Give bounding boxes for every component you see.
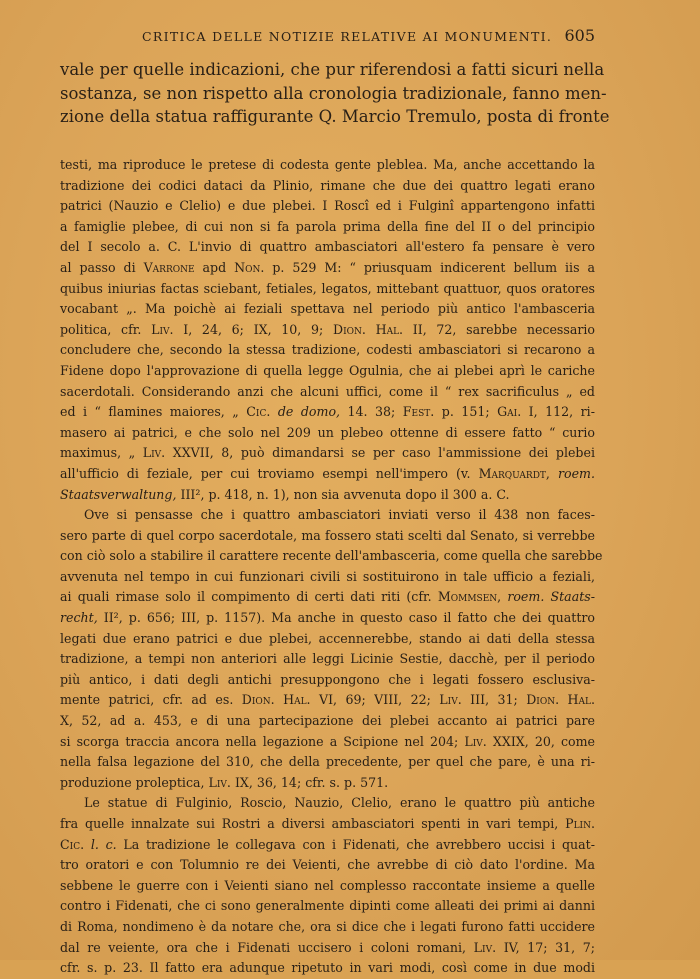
footnote-text: al passo di — [60, 259, 144, 275]
footnote-text: nella falsa legazione del 310, che della precedente, per quel che pare, è una ri- — [60, 754, 595, 770]
footnote-line — [60, 196, 595, 217]
author-citation: Plin. — [565, 816, 595, 831]
footnote-line — [60, 217, 595, 238]
footnote-text: II, 72, sarebbe necessario — [403, 321, 595, 337]
footnote-line — [60, 587, 595, 608]
footnote-line — [60, 917, 595, 938]
author-citation: Cic. — [246, 404, 271, 420]
footnote-text: dal re veiente, ora che i Fidenati uccisero i coloni romani, — [60, 939, 474, 955]
footnote-line — [60, 629, 595, 650]
author-citation: Dion. Hal. — [526, 692, 595, 708]
footnote-line — [60, 670, 595, 691]
footnote-text: IV, 17; 31, 7; — [496, 939, 595, 955]
footnote-line — [60, 958, 595, 979]
page-number: 605 — [564, 26, 595, 45]
running-title: CRITICA DELLE NOTIZIE RELATIVE AI MONUMENTI. — [142, 29, 553, 44]
footnote-text: con ciò solo a stabilire il carattere recente dell'ambasceria, come quella che sarebbe — [60, 548, 603, 564]
footnote-line — [60, 402, 595, 423]
footnote-text: politica, cfr. — [60, 321, 152, 337]
author-citation: Dion. Hal. — [332, 321, 404, 337]
footnote-text: X, 52, ad a. 453, e di una partecipazione dei plebei accanto ai patrici pare — [60, 713, 595, 729]
footnote-text: cfr. s. p. 23. Il fatto era adunque ripetuto in vari modi, così come in due modi — [60, 960, 595, 976]
footnote-text: vocabant „. Ma poichè ai feziali spettava nel periodo più antico l'ambasceria — [60, 301, 595, 317]
footnote-text: sebbene le guerre con i Veienti siano nel complesso raccontate insieme a quelle — [60, 877, 595, 893]
footnote-text: p. 151; — [434, 404, 498, 420]
footnote-line — [60, 340, 595, 361]
author-citation: Varrone — [143, 259, 195, 275]
footnote-text: fra quelle innalzate sui Rostri a diversi ambasciatori spenti in vari tempi, — [60, 816, 566, 831]
footnote-text: all'ufficio di feziale, per cui troviamo esempi nell'impero (v. — [60, 465, 479, 481]
footnote-line — [60, 279, 595, 300]
footnote-text: patrici (Nauzio e Clelio) e due plebei. I Roscî ed i Fulginî appartengono infatti — [60, 198, 595, 214]
work-title: de domo, — [277, 404, 341, 420]
footnote-line — [60, 237, 595, 258]
footnote-text: legati due erano patrici e due plebei, accennerebbe, stando ai dati della stessa — [60, 630, 595, 646]
footnote-line — [60, 896, 595, 917]
footnote-text: più antico, i dati degli antichi presuppongono che i legati fossero esclusiva- — [60, 671, 595, 687]
footnote-line — [60, 649, 595, 670]
footnote-text: di Roma, nondimeno è da notare che, ora si dice che i legati furono fatti uccidere — [60, 918, 595, 934]
footnote-text: produzione proleptica, — [60, 774, 209, 790]
footnote-text: quibus iniurias factas sciebant, fetiales, legatos, mittebant quattuor, quos oratores — [60, 280, 595, 296]
main-text-line: vale per quelle indicazioni, che pur riferendosi a fatti sicuri nella — [60, 60, 605, 79]
page-header — [60, 26, 595, 48]
footnote-text: ai quali rimase solo il compimento di certi dati riti (cfr. — [60, 589, 438, 605]
author-citation: Dion. Hal. — [241, 692, 311, 708]
footnote-text: testi, ma riproduce le pretese di codesta gente pleblea. Ma, anche accettando la — [60, 157, 595, 172]
footnote-text: I, 24, 6; IX, 10, 9; — [173, 321, 333, 337]
footnote-text: mente patrici, cfr. ad es. — [60, 692, 242, 708]
work-title: roem. — [557, 465, 595, 481]
work-title: roem. Staats- — [507, 589, 595, 605]
footnotes — [60, 155, 603, 979]
footnote-text: a famiglie plebee, di cui non si fa parola prima della fine del II o del principio — [60, 218, 595, 234]
work-title: Staatsverwaltung, — [60, 486, 177, 502]
footnote-line — [60, 546, 603, 567]
main-text-line: zione della statua raffigurante Q. Marcio Tremulo, posta di fronte — [60, 107, 610, 126]
author-citation: Liv. — [208, 774, 231, 790]
footnote-text — [550, 466, 558, 481]
main-text-line: sostanza, se non rispetto alla cronologia tradizionale, fanno men- — [60, 83, 607, 103]
footnote-text — [270, 404, 277, 419]
footnote-text: contro i Fidenati, che ci sono generalmente dipinti come alleati dei primi ai danni — [60, 898, 595, 914]
footnote-text: sero parte di quel corpo sacerdotale, ma fossero stati scelti dal Senato, si verrebbe — [60, 527, 595, 543]
footnote-text: del I secolo a. C. L'invio di quattro ambasciatori all'estero fa pensare è vero — [60, 239, 595, 255]
footnote-line — [60, 855, 595, 876]
main-text — [60, 58, 610, 129]
footnote-line — [60, 732, 595, 753]
work-title: recht, — [60, 610, 98, 626]
footnote-line — [60, 423, 595, 444]
author-citation: Liv. — [464, 733, 487, 749]
footnote-line — [60, 711, 595, 732]
footnote-line — [60, 299, 595, 320]
author-citation: Liv. — [151, 321, 174, 337]
footnote-text: p. 529 M: “ priusquam indicerent bellum iis a — [264, 259, 596, 275]
footnote-line — [60, 443, 595, 464]
footnote-line — [60, 505, 595, 526]
author-citation: Fest. — [402, 404, 435, 420]
author-citation: Liv. — [142, 445, 166, 461]
footnote-line — [60, 773, 595, 794]
footnote-line — [60, 176, 595, 197]
footnote-text: VI, 69; VIII, 22; — [310, 692, 440, 708]
footnote-line — [60, 608, 595, 629]
author-citation: Gai. — [497, 404, 522, 420]
footnote-text: si scorga traccia ancora nella legazione a Scipione nel 204; — [60, 733, 465, 749]
author-citation: Mommsen, — [437, 589, 502, 605]
footnote-line — [60, 361, 595, 382]
footnote-text: masero ai patrici, e che solo nel 209 un plebeo ottenne di essere fatto “ curio — [60, 424, 595, 440]
footnote-text: concludere che, secondo la stessa tradizione, codesti ambasciatori si recarono a — [60, 342, 595, 358]
footnote-text: maximus, „ — [60, 445, 143, 461]
footnote-line — [60, 464, 595, 485]
footnote-line — [60, 835, 595, 856]
work-title: l. c. — [90, 836, 117, 852]
footnote-text — [84, 837, 91, 852]
footnote-text: sacerdotali. Considerando anzi che alcuni uffici, come il “ rex sacrificulus „ ed — [60, 383, 595, 399]
footnote-line — [60, 155, 595, 176]
footnote-text: tro oratori e con Tolumnio re dei Veienti, che avrebbe di ciò dato l'ordine. Ma — [60, 857, 595, 873]
footnote-text: apd — [194, 259, 235, 275]
author-citation: Marquardt, — [478, 465, 550, 481]
footnote-text: La tradizione le collegava con i Fidenati, che avrebbero uccisi i quat- — [116, 836, 595, 852]
footnote-text: III, 31; — [461, 692, 527, 708]
footnote-line — [60, 382, 595, 403]
author-citation: Non. — [234, 259, 265, 275]
footnote-text: IX, 36, 14; cfr. s. p. 571. — [230, 774, 389, 790]
footnote-text: 14. 38; — [340, 404, 403, 420]
footnote-line — [60, 485, 595, 506]
footnote-text: Ove si pensasse che i quattro ambasciatori inviati verso il 438 non faces- — [84, 507, 595, 523]
footnote-line — [60, 526, 595, 547]
footnote-text: ed i “ flamines maiores, „ — [60, 404, 247, 420]
author-citation: Liv. — [473, 939, 497, 955]
footnote-line — [60, 876, 595, 897]
footnote-text: tradizione dei codici dataci da Plinio, rimane che due dei quattro legati erano — [60, 177, 595, 193]
author-citation: Liv. — [439, 692, 462, 708]
footnote-line — [60, 814, 595, 835]
footnote-text: Fidene dopo l'approvazione di quella legge Ogulnia, che ai plebei aprì le cariche — [60, 362, 595, 378]
footnote-line — [60, 938, 595, 959]
footnote-line — [60, 793, 595, 814]
footnote-line — [60, 567, 595, 588]
footnote-text: tradizione, a tempi non anteriori alle leggi Licinie Sestie, dacchè, per il periodo — [60, 651, 595, 667]
footnote-text: XXVII, 8, può dimandarsi se per caso l'ammissione dei plebei — [165, 445, 595, 461]
footnote-text: avvenuta nel tempo in cui funzionari civili si sostituirono in tale ufficio a feziali, — [60, 568, 595, 584]
footnote-line — [60, 752, 595, 773]
footnote-line — [60, 258, 595, 279]
footnote-line — [60, 690, 595, 711]
footnote-text: II², p. 656; III, p. 1157). Ma anche in questo caso il fatto che dei quattro — [97, 610, 595, 626]
footnote-text: III², p. 418, n. 1), non sia avvenuta dopo il 300 a. C. — [176, 486, 510, 502]
footnote-text: XXIX, 20, come — [486, 733, 595, 749]
author-citation: Cic. — [60, 836, 85, 852]
footnote-text: I, 112, ri- — [521, 404, 595, 420]
footnote-text: Le statue di Fulginio, Roscio, Nauzio, Clelio, erano le quattro più antiche — [84, 795, 595, 811]
footnote-line — [60, 320, 595, 341]
